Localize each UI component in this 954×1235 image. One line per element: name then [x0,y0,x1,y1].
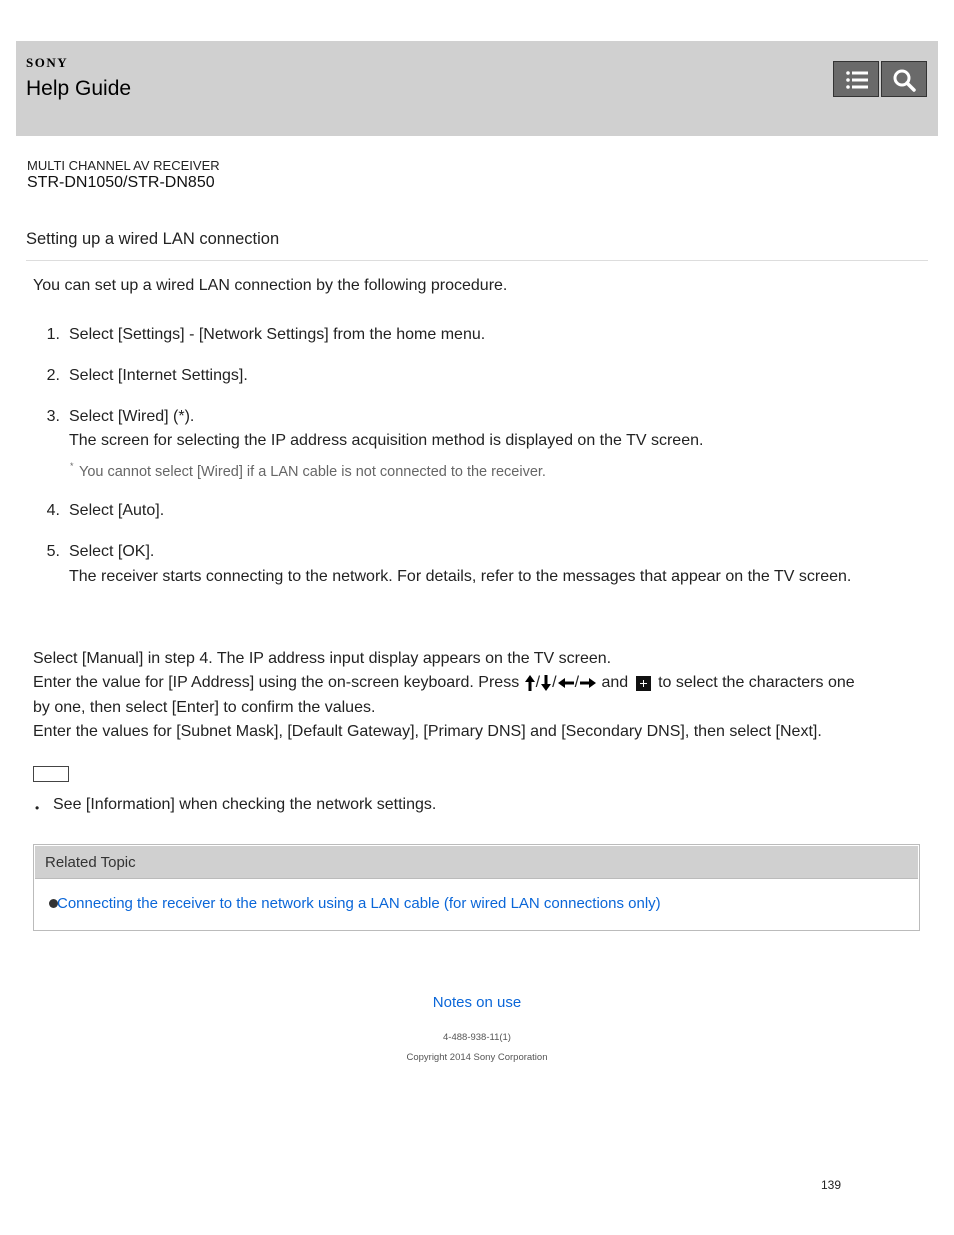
related-topic-box [33,844,920,931]
related-topic-link[interactable]: Connecting the receiver to the network using a LAN cable (for wired LAN connections only) [57,895,661,912]
step-detail: The receiver starts connecting to the network. For details, refer to the messages that appear on the TV screen. [69,568,852,585]
sony-logo: SONY [26,55,69,70]
slash: / [552,674,557,692]
intro-text: You can set up a wired LAN connection by the following procedure. [33,277,508,294]
manual-line-keys [33,674,855,692]
note-asterisk: * [70,461,74,471]
manual-text: Enter the value for [IP Address] using the on-screen keyboard. Press [33,674,520,692]
slash: / [535,674,541,692]
manual-line: Enter the values for [Subnet Mask], [Default Gateway], [Primary DNS] and [Secondary DNS], then select [Next]. [33,723,822,740]
copyright: Copyright 2014 Sony Corporation [406,1052,548,1063]
step-number: 1. [46,326,60,343]
list-icon [834,62,880,98]
step-text: Select [Settings] - [Network Settings] from the home menu. [69,326,486,343]
step-number: 5. [46,543,60,560]
step-text: Select [OK]. [69,543,155,560]
related-topic-header [35,846,918,879]
arrow-down-icon [540,674,552,692]
step-text: Select [Wired] (*). [69,408,195,425]
step-number: 2. [46,367,60,384]
step-text: Select [Auto]. [69,502,165,519]
step-detail: The screen for selecting the IP address acquisition method is displayed on the TV screen. [69,432,704,449]
model-name: STR-DN1050/STR-DN850 [27,174,215,191]
search-button[interactable] [881,61,927,97]
document-code: 4-488-938-11(1) [443,1032,511,1043]
step-number: 3. [46,408,60,425]
arrow-up-icon [524,674,536,692]
enter-button-icon [636,676,651,691]
search-icon [882,62,928,98]
related-topic-heading: Related Topic [45,854,136,871]
bullet: • [35,801,40,815]
page-title: Setting up a wired LAN connection [26,230,280,248]
and-text: and [601,674,629,692]
arrow-right-icon [579,677,597,689]
manual-line: by one, then select [Enter] to confirm the values. [33,699,376,716]
title-divider [26,260,928,261]
model-category: MULTI CHANNEL AV RECEIVER [27,158,220,173]
hint-label-box [33,766,69,782]
manual-text: to select the characters one [658,674,855,692]
slash: / [574,674,580,692]
header-bar [16,41,938,136]
arrow-left-icon [557,677,575,689]
notes-on-use-link[interactable]: Notes on use [432,994,522,1011]
step-number: 4. [46,502,60,519]
toc-button[interactable] [833,61,879,97]
manual-line: Select [Manual] in step 4. The IP address input display appears on the TV screen. [33,650,612,667]
step-text: Select [Internet Settings]. [69,367,248,384]
hint-text: See [Information] when checking the network settings. [53,796,437,813]
help-guide-title[interactable]: Help Guide [26,77,132,100]
page-number: 139 [821,1178,842,1192]
note-text: You cannot select [Wired] if a LAN cable is not connected to the receiver. [79,464,546,480]
